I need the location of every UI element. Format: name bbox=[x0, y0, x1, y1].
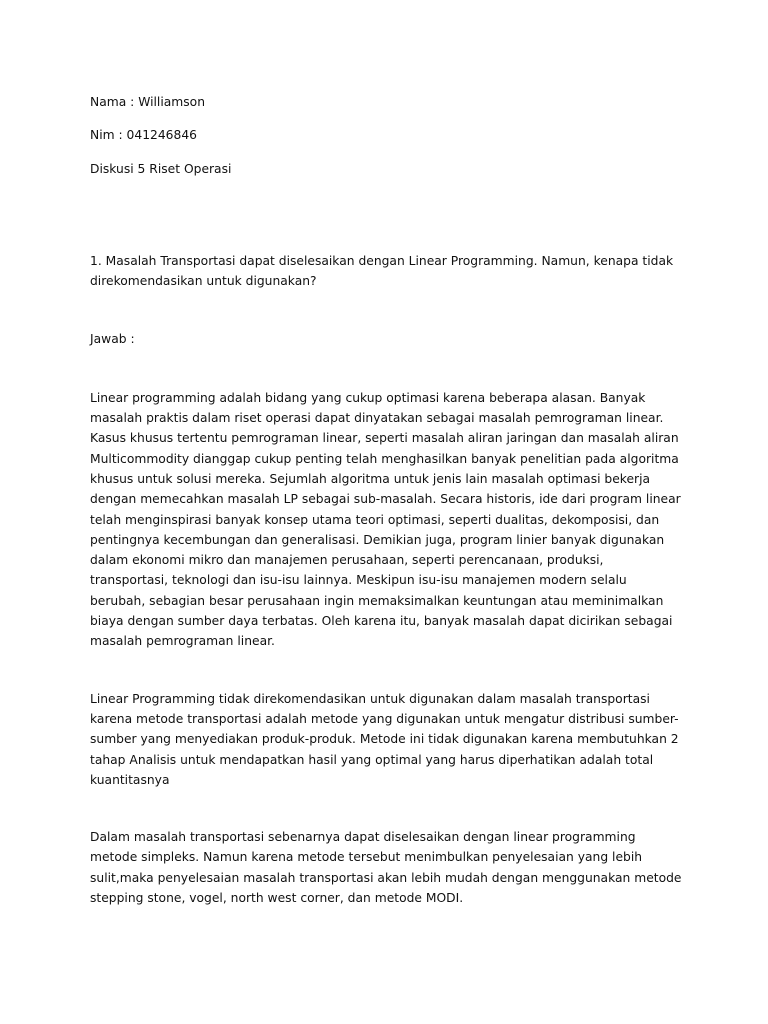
document-body bbox=[90, 92, 682, 945]
answer-paragraph-1: Linear programming adalah bidang yang cukup optimasi karena beberapa alasan. Banyak masalah praktis dalam riset operasi dapat dinyatakan sebagai masalah pemrograman linear. Kasus khusus tertentu pemrograman linear, seperti masalah aliran jaringan dan masalah aliran Multicommodity dianggap cukup penting telah menghasilkan banyak penelitian pada algoritma khusus untuk solusi mereka. Sejumlah algoritma untuk jenis lain masalah optimasi bekerja dengan memecahkan masalah LP sebagai sub-masalah. Secara historis, ide dari program linear telah menginspirasi banyak konsep utama teori optimasi, seperti dualitas, dekomposisi, dan pentingnya kecembungan dan generalisasi. Demikian juga, program linier banyak digunakan dalam ekonomi mikro dan manajemen perusahaan, seperti perencanaan, produksi, transportasi, teknologi dan isu-isu lainnya. Meskipun isu-isu manajemen modern selalu berubah, sebagian besar perusahaan ingin memaksimalkan keuntungan atau meminimalkan biaya dengan sumber daya terbatas. Oleh karena itu, banyak masalah dapat dicirikan sebagai masalah pemrograman linear. bbox=[90, 390, 681, 649]
student-name-line: Nama : Williamson bbox=[90, 95, 206, 109]
answer-paragraph-3: Dalam masalah transportasi sebenarnya dapat diselesaikan dengan linear programming metode simpleks. Namun karena metode tersebut menimbulkan penyelesaian yang lebih sulit,maka penyelesaian masalah transportasi akan lebih mudah dengan menggunakan metode stepping stone, vogel, north west corner, dan metode MODI. bbox=[90, 830, 682, 906]
subject-line: Diskusi 5 Riset Operasi bbox=[90, 161, 232, 176]
answer-paragraph-2: Linear Programming tidak direkomendasikan untuk digunakan dalam masalah transportasi karena metode transportasi adalah metode yang digunakan untuk mengatur distribusi sumber-sumber yang menyediakan produk-produk. Metode ini tidak digunakan karena membutuhkan 2 tahap Analisis untuk mendapatkan hasil yang optimal yang harus diperhatikan adalah total kuantitasnya bbox=[90, 691, 679, 787]
answer-label: Jawab : bbox=[90, 332, 135, 347]
student-nim-line: Nim : 041246846 bbox=[90, 128, 197, 143]
question-text: 1. Masalah Transportasi dapat diselesaikan dengan Linear Programming. Namun, kenapa tidak direkomendasikan untuk digunakan? bbox=[90, 253, 674, 289]
